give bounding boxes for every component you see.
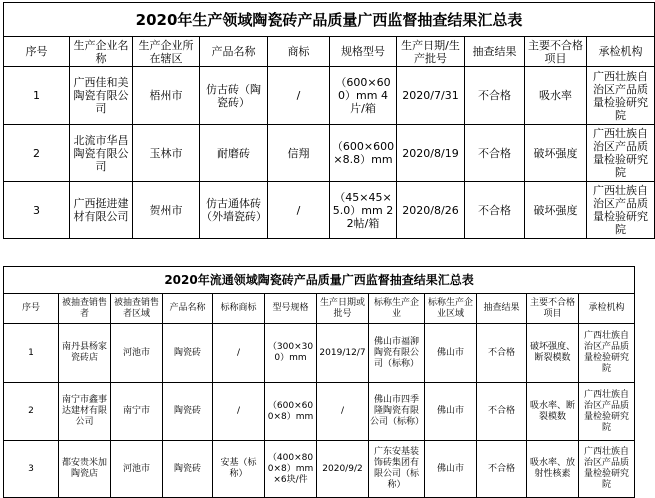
- column-header: 主要不合格项目: [527, 294, 579, 324]
- column-header: 型号规格: [265, 294, 317, 324]
- table-row: [4, 125, 655, 182]
- table-cell: 不合格: [477, 441, 527, 498]
- table-cell: 河池市: [111, 441, 163, 498]
- column-header: 生产企业名称: [70, 37, 133, 67]
- table-cell: （600×600）mm 4片/箱: [330, 67, 397, 125]
- table-cell: 吸水率: [525, 67, 587, 125]
- table-cell: 都安贵米加陶瓷店: [59, 441, 111, 498]
- column-header: 生产日期或批号: [317, 294, 369, 324]
- column-header: 承检机构: [587, 37, 655, 67]
- column-header: 标称生产企业: [369, 294, 425, 324]
- table-cell: 破坏强度: [525, 182, 587, 239]
- table-cell: 梧州市: [133, 67, 200, 125]
- table-cell: 2020/8/26: [397, 182, 465, 239]
- table-cell: 佛山市四季隆陶瓷有限公司（标称）: [369, 383, 425, 441]
- table-cell: 不合格: [465, 125, 525, 182]
- circulation-results-table: [3, 266, 635, 498]
- table-cell: 2019/12/7: [317, 324, 369, 383]
- table-cell: 广西壮族自治区产品质量检验研究院: [587, 182, 655, 239]
- column-header: 标称生产企业区域: [425, 294, 477, 324]
- table-cell: 南丹县杨家瓷砖店: [59, 324, 111, 383]
- table-cell: 南宁市: [111, 383, 163, 441]
- table-title: 2020年流通领域陶瓷砖产品质量广西监督抽查结果汇总表: [4, 267, 635, 294]
- table-cell: （45×45×5.0）mm 22帖/箱: [330, 182, 397, 239]
- table-cell: 广西壮族自治区产品质量检验研究院: [579, 383, 635, 441]
- table-cell: 南宁市鑫事达建材有限公司: [59, 383, 111, 441]
- table-header-row: [4, 294, 635, 324]
- table-cell: 3: [4, 182, 70, 239]
- table-cell: 陶瓷砖: [163, 383, 213, 441]
- table-cell: /: [213, 324, 265, 383]
- table-cell: 不合格: [477, 383, 527, 441]
- column-header: 标称商标: [213, 294, 265, 324]
- table-cell: （600×600×8）mm: [265, 383, 317, 441]
- table-cell: 2: [4, 125, 70, 182]
- table-cell: 广西壮族自治区产品质量检验研究院: [579, 441, 635, 498]
- column-header: 抽查结果: [465, 37, 525, 67]
- table-cell: 陶瓷砖: [163, 441, 213, 498]
- column-header: 序号: [4, 294, 59, 324]
- table-cell: 佛山市: [425, 383, 477, 441]
- column-header: 主要不合格项目: [525, 37, 587, 67]
- column-header: 抽查结果: [477, 294, 527, 324]
- table-cell: （400×800×8）mm×6块/件: [265, 441, 317, 498]
- column-header: 产品名称: [200, 37, 268, 67]
- table-cell: 仿古通体砖（外墙瓷砖）: [200, 182, 268, 239]
- table-cell: 1: [4, 324, 59, 383]
- table-cell: 破坏强度: [525, 125, 587, 182]
- table-title: 2020年生产领域陶瓷砖产品质量广西监督抽查结果汇总表: [4, 3, 655, 37]
- table-cell: 2020/7/31: [397, 67, 465, 125]
- column-header: 被抽查销售者区域: [111, 294, 163, 324]
- table-row: [4, 182, 655, 239]
- table-cell: 不合格: [465, 182, 525, 239]
- table-cell: 不合格: [477, 324, 527, 383]
- column-header: 商标: [268, 37, 330, 67]
- table-cell: /: [268, 182, 330, 239]
- table-cell: （600×600×8.8）mm: [330, 125, 397, 182]
- table-cell: 佛山市: [425, 441, 477, 498]
- table-cell: 广西壮族自治区产品质量检验研究院: [579, 324, 635, 383]
- column-header: 产品名称: [163, 294, 213, 324]
- table-cell: 佛山市福泖陶瓷有限公司（标称）: [369, 324, 425, 383]
- table-cell: 贺州市: [133, 182, 200, 239]
- column-header: 生产企业所在辖区: [133, 37, 200, 67]
- table-cell: 吸水率、放射性核素: [527, 441, 579, 498]
- table-cell: 广东安基装饰砖集团有限公司（标称）: [369, 441, 425, 498]
- table-cell: 广西挺进建材有限公司: [70, 182, 133, 239]
- table-cell: （300×300）mm: [265, 324, 317, 383]
- table-cell: 3: [4, 441, 59, 498]
- table-cell: 陶瓷砖: [163, 324, 213, 383]
- table-cell: 广西佳和美陶瓷有限公司: [70, 67, 133, 125]
- table-cell: 信翔: [268, 125, 330, 182]
- table-cell: 河池市: [111, 324, 163, 383]
- column-header: 生产日期/生产批号: [397, 37, 465, 67]
- table-cell: /: [317, 383, 369, 441]
- table-cell: /: [268, 67, 330, 125]
- table-cell: 破坏强度、断裂模数: [527, 324, 579, 383]
- table-cell: 不合格: [465, 67, 525, 125]
- column-header: 被抽查销售者: [59, 294, 111, 324]
- table-cell: 2020/9/2: [317, 441, 369, 498]
- table-row: [4, 383, 635, 441]
- table-cell: 安基（标称）: [213, 441, 265, 498]
- table-header-row: [4, 37, 655, 67]
- table-cell: 吸水率、断裂模数: [527, 383, 579, 441]
- table-cell: 2020/8/19: [397, 125, 465, 182]
- table-cell: 仿古砖（陶瓷砖）: [200, 67, 268, 125]
- column-header: 规格型号: [330, 37, 397, 67]
- table-row: [4, 67, 655, 125]
- column-header: 序号: [4, 37, 70, 67]
- table-cell: 佛山市: [425, 324, 477, 383]
- table-cell: 广西壮族自治区产品质量检验研究院: [587, 67, 655, 125]
- column-header: 承检机构: [579, 294, 635, 324]
- table-cell: 北流市华昌陶瓷有限公司: [70, 125, 133, 182]
- production-results-table: [3, 2, 655, 239]
- table-cell: /: [213, 383, 265, 441]
- table-row: [4, 324, 635, 383]
- table-row: [4, 441, 635, 498]
- table-cell: 玉林市: [133, 125, 200, 182]
- table-cell: 1: [4, 67, 70, 125]
- table-cell: 2: [4, 383, 59, 441]
- table-cell: 耐磨砖: [200, 125, 268, 182]
- table-cell: 广西壮族自治区产品质量检验研究院: [587, 125, 655, 182]
